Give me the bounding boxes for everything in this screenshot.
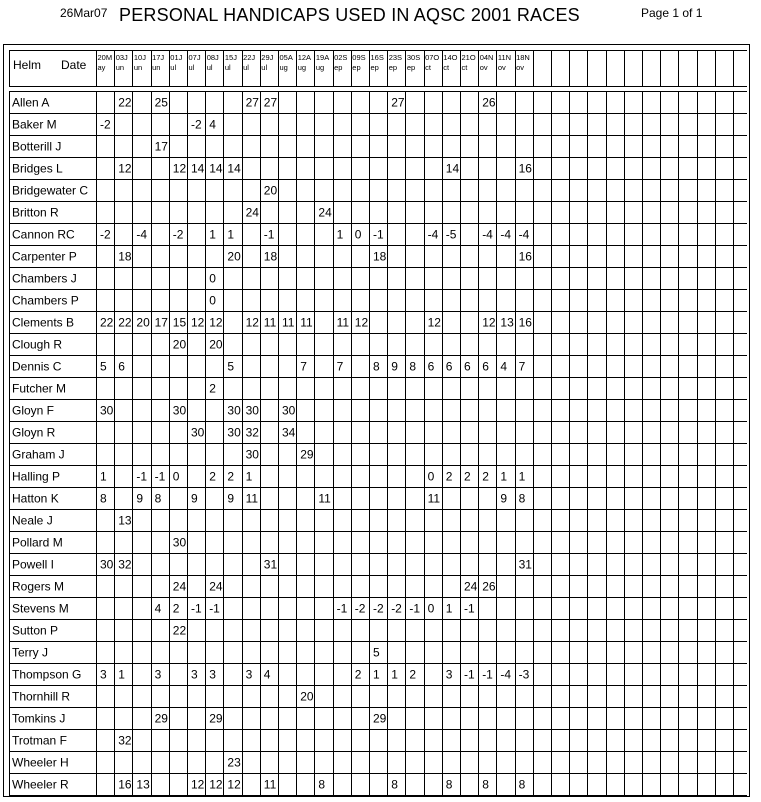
table-row	[12, 140, 168, 154]
handicap-cell: -1	[263, 227, 275, 242]
handicap-cell: 12	[172, 161, 187, 176]
handicap-cell: 30	[172, 535, 187, 550]
date-column-header: 11N	[497, 53, 512, 62]
handicap-cell: 0	[172, 469, 180, 484]
handicap-cell: 29	[154, 711, 168, 726]
handicap-cell: 12	[191, 777, 205, 792]
handicap-cell: 11	[263, 315, 277, 330]
handicap-cell: 4	[209, 117, 216, 132]
handicap-cell: 24	[172, 579, 187, 594]
handicap-cell: 2	[464, 469, 471, 484]
helm-name: Wheeler H	[12, 755, 69, 770]
helm-name: Neale J	[12, 513, 53, 528]
helm-name: Botterill J	[12, 139, 62, 154]
table-row	[12, 448, 314, 462]
handicap-cell: 14	[445, 161, 460, 176]
handicap-cell: 15	[172, 315, 187, 330]
handicap-cell: 7	[300, 359, 307, 374]
handicap-cell: 0	[354, 227, 362, 242]
handicap-cell: 32	[118, 557, 132, 572]
handicap-cell: -4	[427, 227, 439, 242]
table-row	[12, 338, 223, 352]
helm-name: Trotman F	[12, 733, 67, 748]
handicap-cell: 6	[482, 359, 489, 374]
handicap-cell: 2	[209, 469, 216, 484]
table-row	[12, 580, 496, 594]
date-column-header-sub: ov	[479, 63, 488, 72]
handicap-cell: 23	[227, 755, 241, 770]
handicap-cell: 16	[118, 777, 132, 792]
date-column-header-sub: ct	[443, 63, 450, 72]
handicap-cell: 8	[518, 777, 526, 792]
table-row	[12, 492, 526, 506]
handicap-cell: 30	[191, 425, 205, 440]
helm-name: Clough R	[12, 337, 63, 352]
handicap-cell: 3	[245, 667, 253, 682]
handicap-cell: 5	[227, 359, 235, 374]
handicap-cell: 32	[245, 425, 259, 440]
handicap-cell: -1	[336, 601, 348, 616]
handicap-cell: -4	[518, 227, 530, 242]
handicap-cell: 22	[172, 623, 187, 638]
helm-name: Halling P	[12, 469, 61, 484]
date-column-header-sub: ep	[352, 63, 361, 72]
date-column-header: 30S	[406, 53, 421, 62]
handicap-cell: 12	[118, 161, 132, 176]
handicap-cell: 30	[245, 403, 259, 418]
handicap-cell: 20	[136, 315, 150, 330]
table-row	[12, 536, 186, 550]
handicap-cell: 12	[209, 315, 223, 330]
handicap-cell: 1	[373, 667, 380, 682]
handicap-cell: 11	[282, 315, 295, 330]
handicap-cell: 0	[427, 601, 435, 616]
date-header: Date	[61, 58, 87, 72]
handicap-cell: 1	[245, 469, 253, 484]
helm-name: Gloyn R	[12, 425, 56, 440]
handicap-cell: 8	[518, 491, 526, 506]
helm-name: Cannon RC	[12, 227, 75, 242]
table-row	[12, 646, 380, 660]
handicap-cell: 7	[518, 359, 526, 374]
date-column-header-sub: ug	[297, 63, 307, 72]
date-column-header: 21O	[461, 53, 476, 62]
table-row	[12, 162, 532, 176]
helm-name: Graham J	[12, 447, 65, 462]
handicap-cell: 11	[245, 491, 259, 506]
handicap-cell: 2	[409, 667, 417, 682]
helm-name: Gloyn F	[12, 403, 55, 418]
handicap-cell: 17	[154, 139, 168, 154]
handicap-cell: -1	[409, 601, 421, 616]
handicap-cell: 1	[209, 227, 216, 242]
helm-name: Hatton K	[12, 491, 59, 506]
date-column-header: 17J	[152, 53, 165, 62]
handicap-cell: -1	[464, 667, 475, 682]
handicap-cell: 20	[209, 337, 223, 352]
date-column-header-sub: ug	[315, 63, 325, 72]
handicap-cell: 2	[172, 601, 180, 616]
handicap-cell: 4	[263, 667, 271, 682]
date-column-header: 22J	[243, 53, 256, 62]
handicap-cell: 2	[227, 469, 235, 484]
handicap-cell: 24	[209, 579, 223, 594]
handicap-cell: 8	[318, 777, 326, 792]
handicap-cell: 27	[245, 95, 259, 110]
handicap-cell: 11	[300, 315, 313, 330]
helm-header: Helm	[13, 58, 42, 72]
handicap-cell: -2	[191, 117, 202, 132]
helm-name: Tomkins J	[12, 711, 66, 726]
handicap-cell: 25	[154, 95, 168, 110]
handicap-cell: 24	[464, 579, 478, 594]
handicap-cell: 8	[391, 777, 398, 792]
date-column-header-sub: ug	[279, 63, 288, 72]
helm-name: Carpenter P	[12, 249, 77, 264]
handicap-cell: 0	[209, 271, 216, 286]
handicap-cell: 8	[482, 777, 489, 792]
handicap-cell: 12	[191, 315, 205, 330]
handicap-cell: 30	[172, 403, 187, 418]
date-column-header: 19A	[315, 53, 330, 62]
handicap-cell: 1	[500, 469, 508, 484]
handicap-cell: 20	[172, 337, 187, 352]
helm-name: Thompson G	[12, 667, 82, 682]
date-column-header: 09S	[352, 53, 366, 62]
handicap-cell: 3	[100, 667, 107, 682]
helm-name: Britton R	[12, 205, 59, 220]
handicap-cell: 30	[227, 425, 241, 440]
date-column-header-sub: ct	[461, 63, 468, 72]
report-date: 26Mar07	[60, 6, 108, 20]
handicap-cell: 8	[100, 491, 107, 506]
handicap-cell: 12	[245, 315, 259, 330]
handicap-cell: 12	[482, 315, 496, 330]
handicap-cell: 18	[263, 249, 278, 264]
handicap-cell: -2	[100, 227, 111, 242]
date-column-header: 18N	[516, 53, 530, 62]
handicap-cell: -4	[500, 227, 512, 242]
date-column-header-sub: ep	[370, 63, 379, 72]
handicap-cell: 8	[409, 359, 417, 374]
table-row	[12, 206, 332, 220]
table-row	[12, 426, 296, 440]
handicap-cell: 30	[282, 403, 296, 418]
table-row	[12, 184, 277, 198]
handicap-cell: 20	[227, 249, 241, 264]
handicap-cell: -1	[136, 469, 148, 484]
handicap-cell: 20	[300, 689, 314, 704]
handicap-cell: 0	[209, 293, 216, 308]
handicap-cell: -5	[445, 227, 457, 242]
helm-name: Futcher M	[12, 381, 67, 396]
table-row	[12, 96, 496, 110]
date-column-header: 14O	[443, 53, 458, 62]
handicap-cell: 27	[263, 95, 278, 110]
handicap-cell: 11	[427, 491, 441, 506]
handicap-cell: 11	[318, 491, 331, 506]
handicap-cell: 11	[263, 777, 277, 792]
handicap-cell: 1	[518, 469, 526, 484]
handicap-cell: 2	[209, 381, 216, 396]
handicap-cell: 22	[100, 315, 114, 330]
helm-name: Rogers M	[12, 579, 65, 594]
helm-name: Dennis C	[12, 359, 62, 374]
helm-name: Sutton P	[12, 623, 59, 638]
date-column-header-sub: un	[133, 63, 143, 72]
date-column-header: 16S	[370, 53, 384, 62]
handicap-cell: 2	[482, 469, 489, 484]
handicap-cell: 7	[336, 359, 344, 374]
handicap-cell: 32	[118, 733, 132, 748]
handicap-cell: -2	[373, 601, 384, 616]
handicap-cell: 31	[518, 557, 532, 572]
handicap-cell: 22	[118, 315, 132, 330]
handicap-cell: 5	[373, 645, 380, 660]
handicap-cell: 31	[263, 557, 278, 572]
handicap-cell: 5	[100, 359, 107, 374]
table-row	[12, 558, 532, 572]
handicap-cell: 29	[209, 711, 223, 726]
table-row	[12, 514, 132, 528]
helm-name: Stevens M	[12, 601, 69, 616]
handicap-cell: 24	[245, 205, 259, 220]
handicap-cell: 1	[227, 227, 235, 242]
handicap-cell: 4	[500, 359, 508, 374]
helm-name: Pollard M	[12, 535, 63, 550]
handicap-cell: 2	[445, 469, 453, 484]
handicap-cell: 6	[118, 359, 125, 374]
handicap-cell: 12	[354, 315, 369, 330]
handicap-cell: 9	[391, 359, 398, 374]
date-column-header-sub: ep	[334, 63, 343, 72]
date-column-header: 02S	[334, 53, 348, 62]
helm-name: Clements B	[12, 315, 75, 330]
table-row	[12, 316, 532, 330]
table-row	[12, 712, 387, 726]
handicap-cell: 27	[391, 95, 405, 110]
handicap-cell: 13	[136, 777, 150, 792]
handicap-cell: 8	[445, 777, 453, 792]
handicap-cell: -1	[191, 601, 202, 616]
date-column-header-sub: ov	[497, 63, 506, 72]
handicap-cell: 22	[118, 95, 132, 110]
date-column-header-sub: ep	[388, 63, 398, 72]
date-column-header: 29J	[261, 53, 274, 62]
handicap-cell: -4	[482, 227, 493, 242]
table-row	[12, 690, 314, 704]
table-row	[12, 668, 530, 682]
handicap-cell: 34	[282, 425, 296, 440]
date-column-header-sub: ep	[406, 63, 416, 72]
date-column-header: 07O	[425, 53, 440, 62]
handicap-cell: -4	[136, 227, 148, 242]
handicap-cell: 1	[118, 667, 125, 682]
handicap-cell: 1	[445, 601, 453, 616]
handicap-cell: 9	[500, 491, 508, 506]
handicap-cell: 6	[464, 359, 471, 374]
handicap-cell: 14	[227, 161, 241, 176]
date-column-header: 10J	[133, 53, 146, 62]
handicap-cell: -1	[373, 227, 384, 242]
date-column-header-sub: ul	[261, 63, 268, 72]
table-row	[12, 756, 241, 770]
handicap-cell: 30	[227, 403, 241, 418]
date-column-header-sub: ct	[425, 63, 431, 72]
date-column-header: 05A	[279, 53, 293, 62]
date-column-header: 20M	[97, 53, 113, 62]
handicap-cell: -1	[482, 667, 493, 682]
helm-name: Terry J	[12, 645, 48, 660]
handicap-cell: -1	[464, 601, 475, 616]
handicap-cell: 1	[100, 469, 107, 484]
date-column-header-sub: ul	[224, 63, 231, 72]
table-row	[12, 470, 526, 484]
helm-name: Bridges L	[12, 161, 63, 176]
handicap-cell: 1	[336, 227, 344, 242]
handicap-cell: -2	[172, 227, 184, 242]
handicap-cell: 18	[118, 249, 132, 264]
handicap-cell: 14	[209, 161, 223, 176]
helm-name: Chambers J	[12, 271, 77, 286]
handicap-cell: 13	[118, 513, 132, 528]
handicap-cell: 16	[518, 161, 532, 176]
handicap-cell: -1	[154, 469, 166, 484]
handicap-cell: 29	[300, 447, 314, 462]
handicap-cell: 29	[373, 711, 387, 726]
table-row	[12, 624, 186, 638]
table-row	[12, 228, 530, 242]
table-row	[12, 778, 526, 792]
handicap-cell: 16	[518, 315, 532, 330]
handicap-cell: 30	[100, 557, 114, 572]
handicap-cell: 0	[427, 469, 435, 484]
handicap-cell: -4	[500, 667, 512, 682]
table-row	[12, 734, 132, 748]
handicap-cell: 20	[263, 183, 278, 198]
handicap-cell: -2	[354, 601, 366, 616]
date-column-header-sub: ul	[170, 63, 177, 72]
handicap-cell: 3	[191, 667, 198, 682]
table-row	[12, 404, 296, 418]
table-row	[12, 360, 526, 374]
date-column-header-sub: ul	[206, 63, 213, 72]
handicap-cell: 8	[373, 359, 380, 374]
date-column-header: 03J	[115, 53, 128, 62]
handicap-cell: 6	[427, 359, 435, 374]
date-column-header: 23S	[388, 53, 403, 62]
date-column-header-sub: un	[115, 63, 125, 72]
handicap-cell: -2	[100, 117, 111, 132]
date-column-header-sub: ul	[188, 63, 195, 72]
helm-name: Baker M	[12, 117, 57, 132]
handicap-cell: 13	[500, 315, 514, 330]
date-column-header: 08J	[206, 53, 219, 62]
helm-name: Bridgewater C	[12, 183, 89, 198]
report-title: PERSONAL HANDICAPS USED IN AQSC 2001 RACES	[119, 5, 580, 25]
helm-name: Chambers P	[12, 293, 79, 308]
handicap-cell: 8	[154, 491, 162, 506]
handicap-cell: 17	[154, 315, 168, 330]
handicap-cell: 12	[227, 777, 241, 792]
date-column-header-sub: ul	[243, 63, 249, 72]
date-column-header: 01J	[170, 53, 183, 62]
handicap-cell: 2	[354, 667, 362, 682]
date-column-header: 12A	[297, 53, 312, 62]
helm-name: Allen A	[12, 95, 50, 110]
date-column-header: 07J	[188, 53, 201, 62]
handicap-cell: 1	[391, 667, 398, 682]
helm-name: Thornhill R	[12, 689, 71, 704]
handicap-cell: 3	[445, 667, 453, 682]
handicap-cell: 12	[427, 315, 441, 330]
date-column-header-sub: ov	[516, 63, 525, 72]
handicap-cell: 4	[154, 601, 162, 616]
handicap-cell: 18	[373, 249, 387, 264]
date-column-header: 15J	[224, 53, 237, 62]
helm-name: Wheeler R	[12, 777, 69, 792]
handicap-table	[3, 44, 750, 797]
table-row	[12, 250, 532, 264]
page-number: Page 1 of 1	[641, 6, 703, 20]
handicap-cell: 30	[100, 403, 114, 418]
helm-name: Powell I	[12, 557, 55, 572]
handicap-cell: 3	[154, 667, 162, 682]
handicap-cell: 24	[318, 205, 332, 220]
handicap-cell: 26	[482, 579, 496, 594]
handicap-cell: 9	[136, 491, 144, 506]
handicap-cell: 11	[336, 315, 350, 330]
handicap-cell: 9	[227, 491, 235, 506]
handicap-cell: 12	[209, 777, 223, 792]
handicap-cell: 26	[482, 95, 496, 110]
handicap-cell: 9	[191, 491, 198, 506]
date-column-header-sub: un	[152, 63, 161, 72]
handicap-cell: 30	[245, 447, 259, 462]
date-column-header-sub: ay	[97, 63, 106, 72]
handicap-cell: -3	[518, 667, 530, 682]
handicap-cell: 14	[191, 161, 205, 176]
handicap-cell: 3	[209, 667, 216, 682]
date-column-header: 04N	[479, 53, 494, 62]
handicap-cell: -1	[209, 601, 220, 616]
handicap-cell: 6	[445, 359, 453, 374]
handicap-cell: -2	[391, 601, 402, 616]
handicap-cell: 16	[518, 249, 532, 264]
